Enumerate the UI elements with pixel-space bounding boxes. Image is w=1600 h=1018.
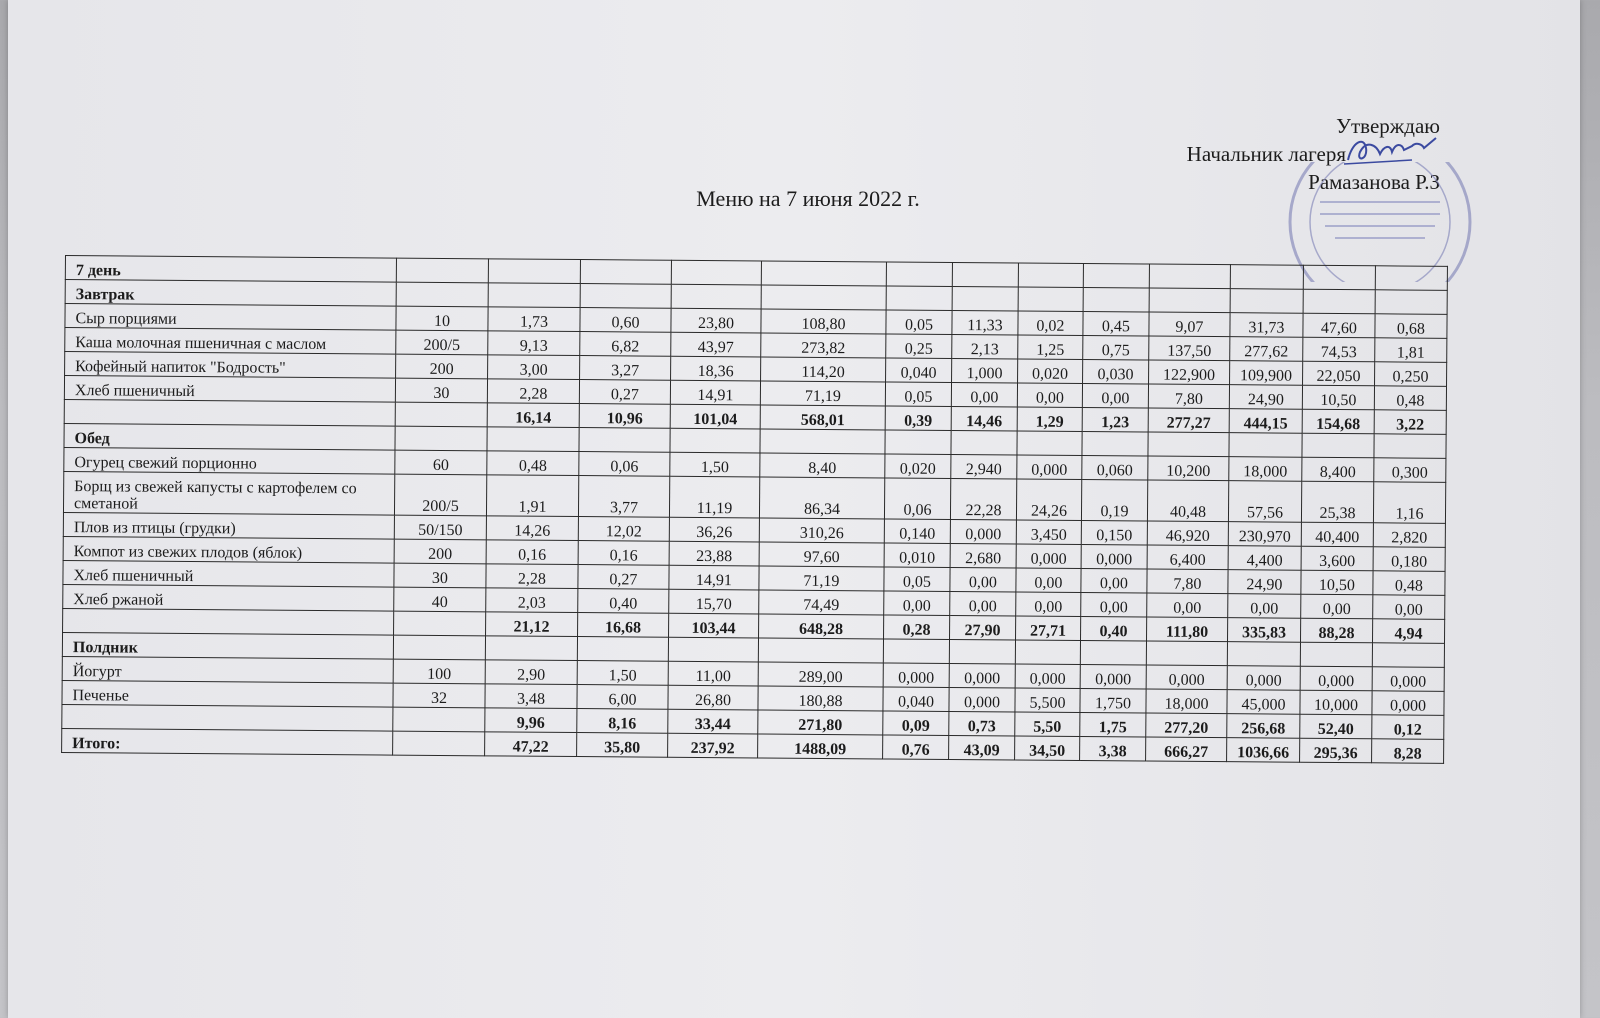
value-cell: 0,000 [1227,666,1300,691]
portion-cell: 50/150 [394,515,486,540]
value-cell: 3,48 [485,684,577,709]
total-cell: 9,96 [485,708,577,733]
value-cell: 0,000 [1146,665,1227,690]
value-cell: 23,88 [669,541,759,566]
value-cell: 2,90 [485,660,577,685]
total-cell: 1,23 [1082,407,1148,432]
total-cell: 0,12 [1372,715,1444,740]
value-cell: 10,50 [1301,570,1373,595]
value-cell: 24,90 [1228,570,1301,595]
empty-cell [1372,643,1444,668]
approve-label: Утверждаю [1336,114,1440,138]
value-cell: 47,60 [1303,313,1375,338]
day-label: 7 день [65,256,396,283]
total-cell: 16,68 [578,613,669,638]
empty-cell [1017,431,1082,456]
value-cell: 108,80 [761,309,886,334]
value-cell: 0,000 [949,663,1015,688]
value-cell: 0,250 [1375,362,1447,387]
value-cell: 6,400 [1147,545,1228,570]
grand-total-cell: 1488,09 [758,734,883,759]
empty-cell [396,258,488,283]
empty-cell [1375,266,1447,291]
value-cell: 0,16 [486,540,578,565]
value-cell: 0,180 [1373,547,1445,572]
empty-cell [63,608,394,635]
value-cell: 310,26 [759,518,884,543]
page-title: Меню на 7 июня 2022 г. [696,186,920,211]
value-cell: 0,06 [884,478,950,520]
total-cell: 27,71 [1016,616,1081,641]
value-cell: 3,27 [580,356,671,381]
grand-total-cell: 237,92 [668,733,758,758]
value-cell: 0,150 [1081,520,1147,545]
value-cell: 31,73 [1230,313,1303,338]
grand-total-cell: 1036,66 [1227,738,1300,763]
total-cell: 16,14 [487,403,579,428]
total-cell: 271,80 [758,710,883,735]
value-cell: 0,040 [886,358,952,383]
value-cell: 3,450 [1016,520,1081,545]
grand-total-cell: 8,28 [1372,739,1444,764]
value-cell: 0,00 [950,591,1016,616]
empty-cell [761,261,886,286]
value-cell: 0,00 [1017,383,1082,408]
value-cell: 18,36 [671,356,761,381]
total-cell: 277,27 [1148,408,1229,433]
value-cell: 0,00 [951,382,1017,407]
empty-cell [485,636,577,661]
value-cell: 2,13 [952,334,1018,359]
total-cell: 88,28 [1300,618,1372,643]
empty-cell [1083,263,1149,288]
total-cell: 27,90 [950,615,1016,640]
value-cell: 0,00 [1016,568,1081,593]
value-cell: 2,28 [486,564,578,589]
value-cell: 9,13 [488,331,580,356]
portion-cell: 32 [393,683,485,708]
empty-cell [886,286,952,311]
section-heading: Обед [64,423,395,450]
value-cell: 0,020 [885,454,951,479]
empty-cell [1230,265,1303,290]
value-cell: 0,000 [1080,664,1146,689]
total-cell: 101,04 [670,404,760,429]
value-cell: 0,02 [1018,311,1083,336]
portion-cell: 30 [395,378,487,403]
value-cell: 0,000 [1016,544,1081,569]
value-cell: 8,40 [760,453,885,478]
dish-name: Плов из птицы (грудки) [63,512,394,539]
value-cell: 14,91 [670,380,760,405]
approver-position: Начальник лагеря [1186,142,1346,166]
value-cell: 0,000 [950,519,1016,544]
value-cell: 3,00 [488,355,580,380]
total-cell: 1,29 [1017,407,1082,432]
portion-cell: 40 [394,587,486,612]
value-cell: 71,19 [759,566,884,591]
empty-cell [1303,289,1375,314]
empty-cell [1018,287,1083,312]
empty-cell [487,427,579,452]
value-cell: 40,48 [1147,480,1228,522]
value-cell: 0,00 [1082,383,1148,408]
total-cell: 14,46 [951,406,1017,431]
value-cell: 11,19 [669,476,759,518]
value-cell: 2,680 [950,543,1016,568]
empty-cell [1015,640,1080,665]
empty-cell [883,639,949,664]
empty-cell [1375,290,1447,315]
empty-cell [579,428,670,453]
portion-cell: 60 [395,450,487,475]
grand-total-label: Итого: [62,728,393,755]
value-cell: 3,77 [578,476,669,518]
value-cell: 23,80 [671,308,761,333]
value-cell: 1,25 [1018,335,1083,360]
value-cell: 1,750 [1080,688,1146,713]
empty-cell [886,262,952,287]
value-cell: 0,020 [1018,359,1083,384]
dish-name: Печенье [62,680,393,707]
value-cell: 0,00 [1301,594,1373,619]
grand-total-cell: 0,76 [883,735,949,760]
empty-cell [671,284,761,309]
value-cell: 18,000 [1146,689,1227,714]
empty-cell [580,260,671,285]
total-cell: 8,16 [577,709,668,734]
empty-cell [488,283,580,308]
value-cell: 71,19 [760,381,885,406]
total-cell: 335,83 [1227,618,1300,643]
empty-cell [1302,433,1374,458]
value-cell: 122,900 [1149,360,1230,385]
value-cell: 10,000 [1300,690,1372,715]
value-cell: 57,56 [1228,481,1301,523]
value-cell: 0,40 [578,589,669,614]
value-cell: 74,49 [759,590,884,615]
total-cell: 568,01 [760,405,885,430]
value-cell: 0,27 [579,380,670,405]
value-cell: 0,000 [1017,455,1082,480]
value-cell: 86,34 [759,477,884,519]
value-cell: 0,00 [1228,594,1301,619]
empty-cell [1018,263,1083,288]
total-cell: 256,68 [1227,714,1300,739]
total-cell: 52,40 [1300,714,1372,739]
value-cell: 0,140 [884,519,950,544]
value-cell: 43,97 [671,332,761,357]
empty-cell [1148,432,1229,457]
empty-cell [1230,289,1303,314]
value-cell: 0,00 [1016,592,1081,617]
value-cell: 1,16 [1373,482,1445,524]
portion-cell: 100 [393,659,485,684]
empty-cell [395,426,487,451]
total-cell: 154,68 [1302,409,1374,434]
empty-cell [1300,642,1372,667]
value-cell: 14,26 [486,516,578,541]
value-cell: 0,25 [886,334,952,359]
value-cell: 7,80 [1148,384,1229,409]
value-cell: 0,05 [885,382,951,407]
empty-cell [62,704,393,731]
value-cell: 0,16 [578,541,669,566]
value-cell: 22,28 [950,478,1016,520]
value-cell: 25,38 [1301,481,1373,523]
dish-name: Компот из свежих плодов (яблок) [63,536,394,563]
total-cell: 3,22 [1374,410,1446,435]
approver-name: Рамазанова Р.З [1308,170,1440,194]
paper-sheet [8,0,1580,1018]
empty-cell [670,428,760,453]
value-cell: 0,000 [1372,691,1444,716]
dish-name: Огурец свежий порционно [64,447,395,474]
value-cell: 0,68 [1375,314,1447,339]
total-cell: 1,75 [1080,712,1146,737]
empty-cell [1374,434,1446,459]
value-cell: 74,53 [1303,337,1375,362]
value-cell: 18,000 [1229,457,1302,482]
value-cell: 14,91 [669,565,759,590]
portion-cell: 200/5 [396,330,488,355]
total-cell: 10,96 [579,404,670,429]
total-cell: 0,09 [883,711,949,736]
value-cell: 2,28 [487,379,579,404]
value-cell: 2,820 [1373,523,1445,548]
value-cell: 0,60 [580,308,671,333]
empty-cell [396,282,488,307]
value-cell: 1,91 [486,475,578,517]
value-cell: 0,000 [1372,667,1444,692]
empty-cell [580,284,671,309]
value-cell: 22,050 [1303,361,1375,386]
value-cell: 11,33 [952,310,1018,335]
value-cell: 0,00 [884,591,950,616]
section-heading: Полдник [62,632,393,659]
value-cell: 40,400 [1301,522,1373,547]
dish-name: Кофейный напиток "Бодрость" [65,352,396,379]
value-cell: 0,030 [1083,359,1149,384]
empty-cell [760,429,885,454]
portion-cell: 30 [394,563,486,588]
grand-total-cell: 3,38 [1080,736,1146,761]
value-cell: 0,45 [1083,311,1149,336]
value-cell: 1,81 [1375,338,1447,363]
value-cell: 6,00 [577,685,668,710]
empty-cell [488,259,580,284]
value-cell: 114,20 [761,357,886,382]
empty-cell [1227,642,1300,667]
empty-cell [761,285,886,310]
value-cell: 289,00 [758,662,883,687]
grand-total-cell: 34,50 [1015,736,1080,761]
empty-cell [577,637,668,662]
grand-total-cell: 666,27 [1146,737,1227,762]
value-cell: 0,27 [578,565,669,590]
value-cell: 0,040 [883,687,949,712]
value-cell: 0,00 [1147,593,1228,618]
value-cell: 0,00 [1081,592,1147,617]
value-cell: 36,26 [669,517,759,542]
value-cell: 0,00 [950,567,1016,592]
value-cell: 97,60 [759,542,884,567]
value-cell: 5,500 [1015,688,1080,713]
portion-cell: 200 [396,354,488,379]
empty-cell [671,260,761,285]
empty-cell [1149,264,1230,289]
portion-cell: 10 [396,306,488,331]
empty-cell [1229,433,1302,458]
value-cell: 0,19 [1081,479,1147,521]
portion-cell: 200/5 [394,474,486,516]
value-cell: 3,600 [1301,546,1373,571]
menu-table [61,255,1448,764]
value-cell: 0,05 [884,567,950,592]
value-cell: 0,060 [1082,455,1148,480]
total-cell: 21,12 [486,612,578,637]
value-cell: 15,70 [669,589,759,614]
empty-cell [885,430,951,455]
dish-name: Хлеб ржаной [63,584,394,611]
empty-cell [952,286,1018,311]
value-cell: 0,05 [886,310,952,335]
section-heading: Завтрак [65,280,396,307]
value-cell: 273,82 [761,333,886,358]
value-cell: 1,000 [952,358,1018,383]
value-cell: 0,00 [1373,595,1445,620]
value-cell: 10,50 [1302,385,1374,410]
value-cell: 180,88 [758,686,883,711]
value-cell: 0,75 [1083,335,1149,360]
value-cell: 0,000 [883,663,949,688]
total-cell: 277,20 [1146,713,1227,738]
value-cell: 1,50 [670,452,760,477]
value-cell: 6,82 [580,332,671,357]
value-cell: 0,00 [1081,568,1147,593]
value-cell: 4,400 [1228,546,1301,571]
value-cell: 1,73 [488,307,580,332]
empty-cell [949,639,1015,664]
dish-name: Каша молочная пшеничная с маслом [65,328,396,355]
grand-total-cell: 43,09 [949,735,1015,760]
dish-name: Йогурт [62,656,393,683]
total-cell: 0,40 [1081,616,1147,641]
value-cell: 0,000 [949,687,1015,712]
value-cell: 0,48 [1374,386,1446,411]
empty-cell [393,635,485,660]
empty-cell [394,611,486,636]
grand-total-cell: 35,80 [577,733,668,758]
empty-cell [1080,640,1146,665]
empty-cell [1082,431,1148,456]
value-cell: 2,940 [951,454,1017,479]
total-cell: 0,73 [949,711,1015,736]
total-cell: 33,44 [668,709,758,734]
value-cell: 109,900 [1230,361,1303,386]
dish-name: Хлеб пшеничный [64,376,395,403]
value-cell: 0,48 [487,451,579,476]
value-cell: 2,03 [486,588,578,613]
portion-cell: 200 [394,539,486,564]
empty-cell [1083,287,1149,312]
grand-total-cell: 295,36 [1300,738,1372,763]
empty-cell [393,707,485,732]
dish-name: Борщ из свежей капусты с картофелем со сметаной [63,471,394,515]
empty-cell [1146,641,1227,666]
value-cell: 9,07 [1149,312,1230,337]
value-cell: 0,000 [1300,666,1372,691]
value-cell: 0,000 [1015,664,1080,689]
total-cell: 5,50 [1015,712,1080,737]
total-cell: 103,44 [669,613,759,638]
empty-cell [758,638,883,663]
total-cell: 111,80 [1147,617,1228,642]
value-cell: 7,80 [1147,569,1228,594]
empty-cell [951,430,1017,455]
value-cell: 0,300 [1374,458,1446,483]
empty-cell [1149,288,1230,313]
value-cell: 277,62 [1230,337,1303,362]
value-cell: 24,90 [1229,385,1302,410]
empty-cell [393,731,485,756]
value-cell: 11,00 [668,661,758,686]
value-cell: 0,010 [884,543,950,568]
value-cell: 10,200 [1148,456,1229,481]
total-cell: 444,15 [1229,409,1302,434]
value-cell: 8,400 [1302,457,1374,482]
value-cell: 1,50 [577,661,668,686]
empty-cell [952,262,1018,287]
value-cell: 12,02 [578,517,669,542]
total-cell: 0,28 [884,615,950,640]
value-cell: 137,50 [1149,336,1230,361]
grand-total-cell: 47,22 [485,732,577,757]
value-cell: 24,26 [1016,479,1081,521]
value-cell: 230,970 [1228,522,1301,547]
empty-cell [64,399,395,426]
menu-table-body [62,256,1448,764]
total-cell: 0,39 [885,406,951,431]
empty-cell [395,402,487,427]
value-cell: 46,920 [1147,521,1228,546]
value-cell: 26,80 [668,685,758,710]
dish-name: Хлеб пшеничный [63,560,394,587]
dish-name: Сыр порциями [65,304,396,331]
value-cell: 45,000 [1227,690,1300,715]
total-cell: 4,94 [1372,619,1444,644]
value-cell: 0,48 [1373,571,1445,596]
value-cell: 0,06 [579,452,670,477]
empty-cell [668,637,758,662]
total-cell: 648,28 [759,614,884,639]
value-cell: 0,000 [1081,544,1147,569]
empty-cell [1303,265,1375,290]
